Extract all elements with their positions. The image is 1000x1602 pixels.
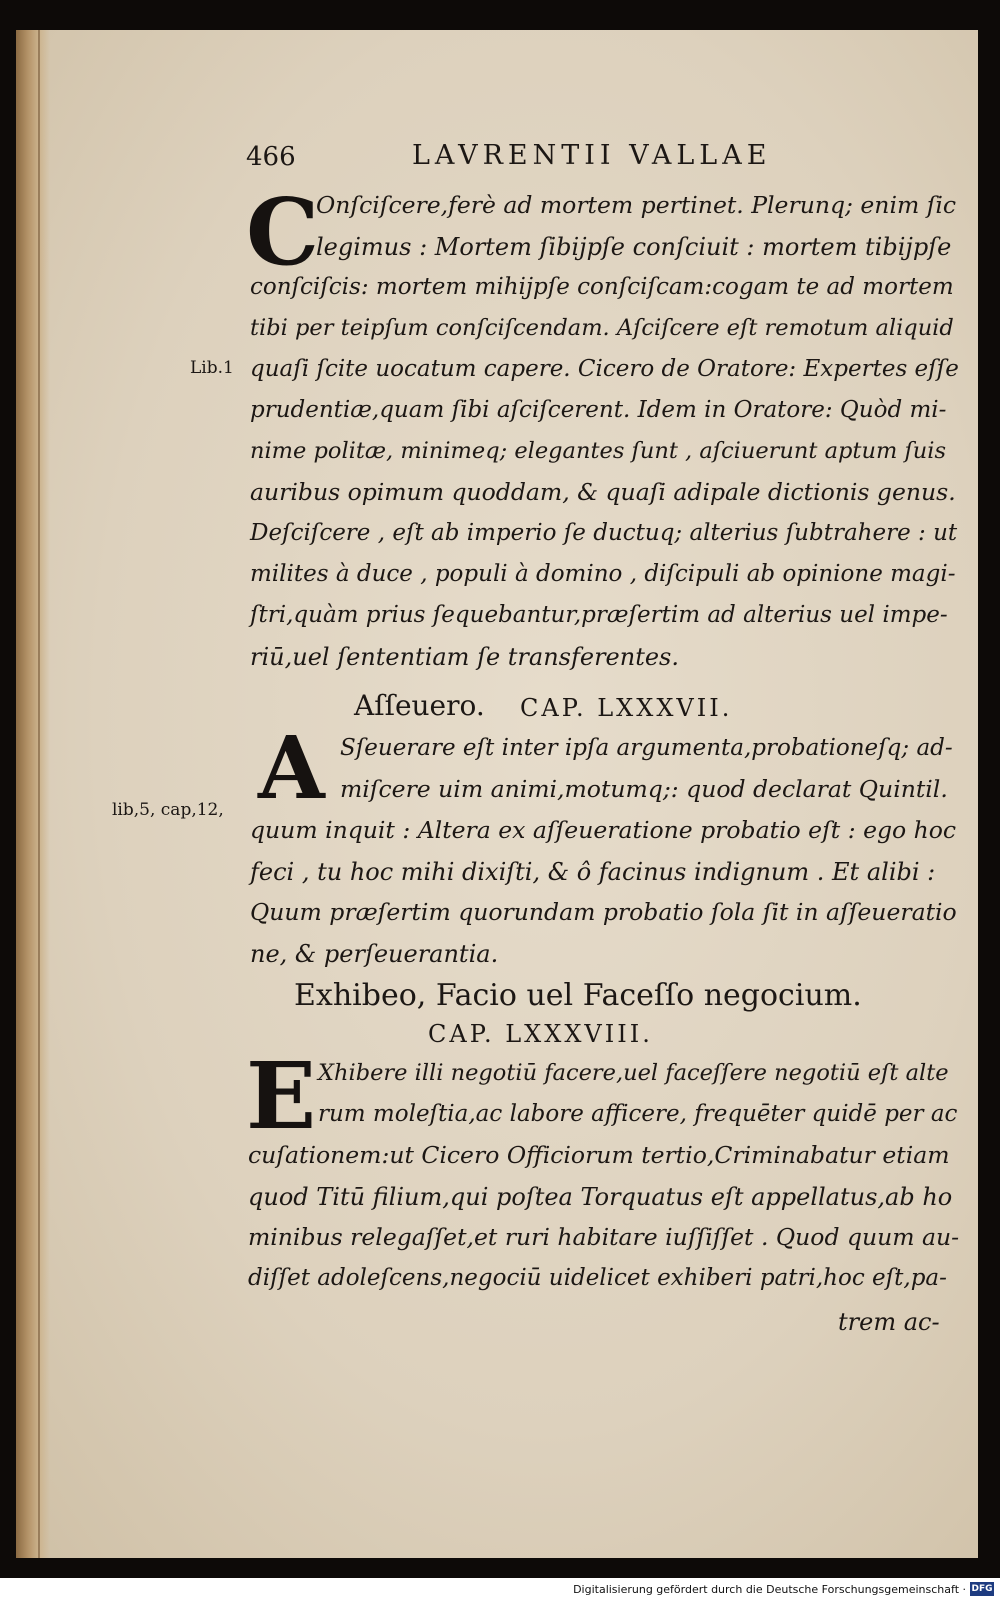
- section3-line-2: rum moleſtia,ac labore afficere, frequēter quidē per ac: [318, 1101, 958, 1127]
- page-gutter-shadow: [16, 30, 50, 1558]
- section3-heading-title: Exhibeo, Facio uel Faceſſo negocium.: [294, 978, 862, 1013]
- section1-line-4: tibi per teipſum conſciſcendam. Aſciſcere eſt remotum aliquid: [250, 315, 954, 341]
- section1-line-7: nime politæ, minimeq; elegantes ſunt , aſciuerunt aptum ſuis: [250, 438, 947, 464]
- section3-line-1: Xhibere illi negotiū facere,uel faceſſere negotiū eſt alte: [318, 1060, 949, 1086]
- section2-heading-word: Aſſeuero.: [354, 689, 485, 722]
- section1-line-1: Onſciſcere,ferè ad mortem pertinet. Plerunq; enim ſic: [316, 191, 957, 219]
- section1-line-5: quaſi ſcite uocatum capere. Cicero de Oratore: Expertes eſſe: [250, 356, 959, 382]
- section1-line-9: Deſciſcere , eſt ab imperio ſe ductuq; alterius ſubtrahere : ut: [250, 520, 958, 546]
- dfg-logo-icon: DFG: [971, 1584, 993, 1594]
- page-number: 466: [246, 142, 296, 172]
- section3-line-3: cuſationem:ut Cicero Officiorum tertio,Criminabatur etiam: [248, 1141, 950, 1169]
- section1-line-6: prudentiæ,quam ſibi aſciſcerent. Idem in Oratore: Quòd mi-: [250, 397, 947, 423]
- section2-line-5: Quum præſertim quorundam probatio ſola ſit in aſſeueratio: [250, 898, 957, 926]
- section2-line-6: ne, & perſeuerantia.: [250, 940, 499, 968]
- section2-heading-chapter: CAP. LXXXVII.: [520, 694, 733, 722]
- page-fold-line: [38, 30, 40, 1558]
- section2-line-1: Sſeuerare eſt inter ipſa argumenta,probationeſq; ad-: [340, 735, 953, 761]
- section3-line-4: quod Titū filium,qui poſtea Torquatus eſt appellatus,ab ho: [248, 1183, 953, 1211]
- drop-cap-e: E: [246, 1042, 317, 1150]
- section1-line-3: conſciſcis: mortem mihijpſe conſciſcam:cogam te ad mortem: [250, 274, 954, 300]
- margin-note-lib-1: Lib.1: [190, 358, 234, 378]
- drop-cap-a: A: [258, 718, 325, 819]
- section3-heading-chapter: CAP. LXXXVIII.: [428, 1020, 653, 1048]
- running-title: LAVRENTII VALLAE: [412, 140, 772, 171]
- section2-line-2: miſcere uim animi,motumq;: quod declarat Quintil.: [340, 775, 948, 803]
- section2-line-4: feci , tu hoc mihi dixiſti, & ô facinus indignum . Et alibi :: [250, 858, 936, 886]
- footer-credit: Digitalisierung gefördert durch die Deutsche Forschungsgemeinschaft ·: [573, 1583, 966, 1596]
- section1-line-11: ſtri,quàm prius ſequebantur,præſertim ad alterius uel impe-: [250, 602, 948, 628]
- section1-line-12: riū,uel ſententiam ſe transferentes.: [250, 643, 679, 671]
- section1-line-10: milites à duce , populi à domino , diſcipuli ab opinione magi-: [250, 561, 956, 587]
- drop-cap-c: C: [246, 178, 320, 286]
- section1-line-8: auribus opimum quoddam, & quaſi adipale dictionis genus.: [250, 478, 956, 506]
- section3-line-5: minibus relegaſſet,et ruri habitare iuſſiſſet . Quod quum au-: [248, 1223, 960, 1251]
- section2-line-3: quum inquit : Altera ex aſſeueratione probatio eſt : ego hoc: [250, 816, 957, 844]
- catchword: trem ac-: [838, 1308, 940, 1336]
- section3-line-6: diſſet adoleſcens,negociū uidelicet exhiberi patri,hoc eſt,pa-: [248, 1265, 947, 1291]
- section1-line-2: legimus : Mortem ſibijpſe conſciuit : mortem tibijpſe: [316, 233, 952, 261]
- footer-bar: [0, 1578, 1000, 1602]
- margin-note-lib-5-cap-12: lib,5, cap,12,: [112, 800, 224, 820]
